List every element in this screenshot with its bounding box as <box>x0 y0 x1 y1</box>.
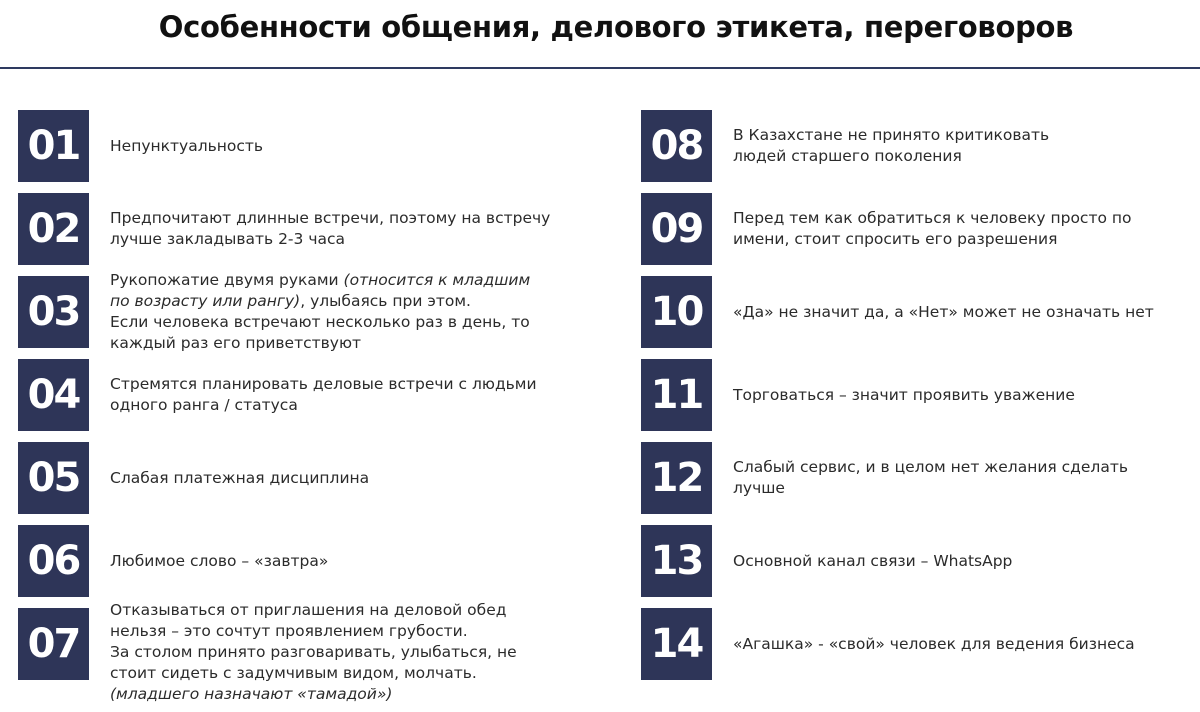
item-line: В Казахстане не принято критиковать <box>733 126 1050 144</box>
item-line: нельзя – это сочтут проявлением грубости. <box>110 622 468 640</box>
item-line: Если человека встречают несколько раз в день, то <box>110 313 530 331</box>
item-line: лучше закладывать 2-3 часа <box>110 230 345 248</box>
item-number: 09 <box>641 193 712 265</box>
item-line: людей старшего поколения <box>733 147 962 165</box>
list-item <box>18 525 598 597</box>
list-item <box>18 601 598 703</box>
item-number: 03 <box>18 276 89 348</box>
item-line-italic: (относится к младшим <box>343 271 531 289</box>
list-item <box>641 276 1181 348</box>
title-divider <box>0 67 1200 69</box>
item-text <box>110 442 598 514</box>
list-item <box>18 442 598 514</box>
list-item <box>641 525 1181 597</box>
list-item <box>641 193 1181 265</box>
item-line: Предпочитают длинные встречи, поэтому на встречу <box>110 209 551 227</box>
item-text <box>110 271 598 352</box>
item-number: 06 <box>18 525 89 597</box>
item-text <box>110 110 598 182</box>
item-number: 10 <box>641 276 712 348</box>
item-line <box>110 270 598 291</box>
item-text <box>733 442 1181 514</box>
item-line: одного ранга / статуса <box>110 396 298 414</box>
list-item <box>641 110 1181 182</box>
item-text <box>733 359 1181 431</box>
item-line: Стремятся планировать деловые встречи с людьми <box>110 375 537 393</box>
list-item <box>18 110 598 182</box>
item-line-italic: (младшего назначают «тамадой») <box>110 685 393 703</box>
list-item <box>641 442 1181 514</box>
item-text <box>110 525 598 597</box>
item-text <box>110 193 598 265</box>
item-number: 05 <box>18 442 89 514</box>
item-number: 02 <box>18 193 89 265</box>
page-title: Особенности общения, делового этикета, переговоров <box>158 10 1074 44</box>
item-number: 14 <box>641 608 712 680</box>
item-line: Основной канал связи – WhatsApp <box>733 551 1013 570</box>
item-number: 13 <box>641 525 712 597</box>
item-text <box>733 608 1181 680</box>
list-item <box>641 608 1181 680</box>
item-text <box>110 359 598 431</box>
item-line: Слабый сервис, и в целом нет желания сделать <box>733 458 1129 476</box>
item-line: стоит сидеть с задумчивым видом, молчать. <box>110 664 477 682</box>
item-line-part: Рукопожатие двумя руками <box>110 271 344 289</box>
item-line: Непунктуальность <box>110 136 264 155</box>
item-text <box>110 600 598 704</box>
item-line: Слабая платежная дисциплина <box>110 468 370 487</box>
item-text <box>733 276 1181 348</box>
item-text <box>733 525 1181 597</box>
item-line: «Агашка» - «свой» человек для ведения бизнеса <box>733 634 1135 653</box>
item-line: Перед тем как обратиться к человеку просто по <box>733 209 1132 227</box>
item-line <box>110 291 598 312</box>
item-line-part: , улыбаясь при этом. <box>300 292 471 310</box>
item-line: За столом принято разговаривать, улыбаться, не <box>110 643 517 661</box>
list-item <box>18 359 598 431</box>
item-line: Торговаться – значит проявить уважение <box>733 385 1075 404</box>
item-number: 01 <box>18 110 89 182</box>
item-line: Любимое слово – «завтра» <box>110 551 329 570</box>
item-line-italic: по возрасту или рангу) <box>110 292 301 310</box>
item-text <box>733 193 1181 265</box>
item-line: имени, стоит спросить его разрешения <box>733 230 1058 248</box>
item-number: 04 <box>18 359 89 431</box>
item-number: 12 <box>641 442 712 514</box>
item-number: 11 <box>641 359 712 431</box>
item-line: лучше <box>733 479 785 497</box>
list-item <box>18 271 598 352</box>
item-text <box>733 110 1181 182</box>
item-number: 08 <box>641 110 712 182</box>
item-number: 07 <box>18 608 89 680</box>
item-line: Отказываться от приглашения на деловой обед <box>110 601 507 619</box>
item-line: каждый раз его приветствуют <box>110 334 362 352</box>
list-item <box>641 359 1181 431</box>
item-line: «Да» не значит да, а «Нет» может не означать нет <box>733 302 1154 321</box>
list-item <box>18 193 598 265</box>
